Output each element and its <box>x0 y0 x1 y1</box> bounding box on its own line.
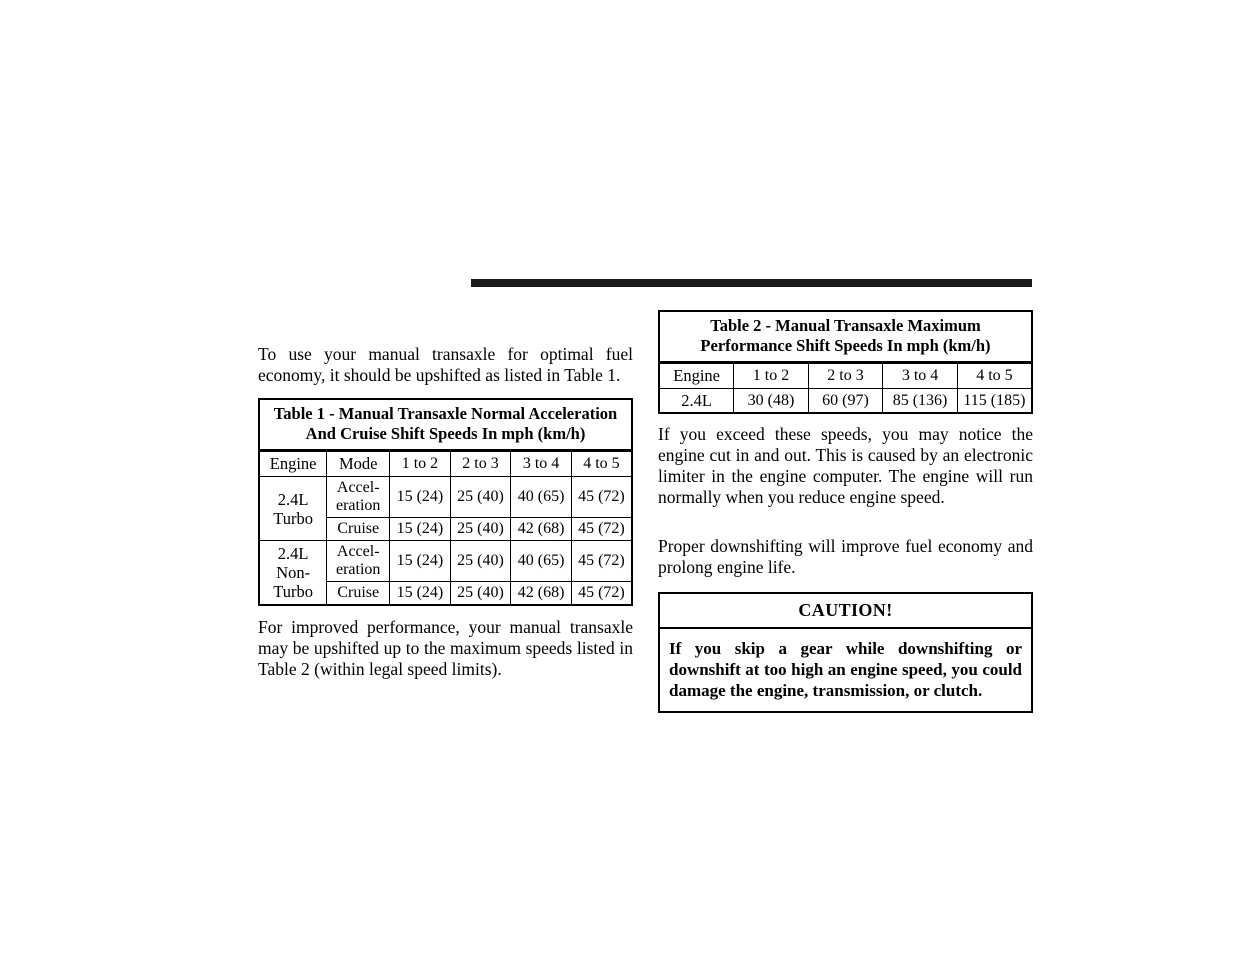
table-1-cell: 25 (40) <box>450 541 511 582</box>
table-1-mode-cruise: Cruise <box>327 518 390 541</box>
table-1-header-3to4: 3 to 4 <box>511 451 572 477</box>
table-1-header-engine: Engine <box>259 451 327 477</box>
table-2-header-row <box>659 363 1032 389</box>
table-1-cell: 42 (68) <box>511 582 572 606</box>
table-1-header-1to2: 1 to 2 <box>390 451 451 477</box>
limiter-paragraph: If you exceed these speeds, you may notice the engine cut in and out. This is caused by an electronic limiter in the engine computer. The engine will run normally when you reduce engine speed. <box>658 424 1033 507</box>
table-normal-acceleration <box>258 398 633 606</box>
table-2-caption: Table 2 - Manual Transaxle Maximum Performance Shift Speeds In mph (km/h) <box>658 310 1033 362</box>
table-2-header-3to4: 3 to 4 <box>883 363 958 389</box>
table-1-cell: 40 (65) <box>511 477 572 518</box>
table-2-cell: 30 (48) <box>734 389 809 414</box>
table-1-mode-accel: Accel- eration <box>327 541 390 582</box>
table-1-header-row <box>259 451 632 477</box>
table-row <box>259 541 632 582</box>
table-2-header-4to5: 4 to 5 <box>957 363 1032 389</box>
table-1-wrapper <box>258 398 633 606</box>
caution-title: CAUTION! <box>660 594 1031 629</box>
table-1-cell: 15 (24) <box>390 518 451 541</box>
header-rule <box>471 279 1032 287</box>
table-1-cell: 40 (65) <box>511 541 572 582</box>
table-1-cell: 25 (40) <box>450 582 511 606</box>
right-column <box>658 310 1033 713</box>
table-2-header-engine: Engine <box>659 363 734 389</box>
caution-box <box>658 592 1033 713</box>
table-row <box>259 477 632 518</box>
table-2-engine: 2.4L <box>659 389 734 414</box>
table-1-engine-turbo: 2.4L Turbo <box>259 477 327 541</box>
table-1-cell: 45 (72) <box>571 541 632 582</box>
table-1-header-4to5: 4 to 5 <box>571 451 632 477</box>
caution-text: If you skip a gear while downshifting or downshift at too high an engine speed, you could damage the engine, transmission, or clutch. <box>669 639 1022 700</box>
table-1-header-mode: Mode <box>327 451 390 477</box>
table-2-cell: 115 (185) <box>957 389 1032 414</box>
table-1-header-2to3: 2 to 3 <box>450 451 511 477</box>
table-1-mode-cruise: Cruise <box>327 582 390 606</box>
table-1-cell: 45 (72) <box>571 518 632 541</box>
table-1-cell: 15 (24) <box>390 541 451 582</box>
table-1-mode-accel: Accel- eration <box>327 477 390 518</box>
table-1-caption: Table 1 - Manual Transaxle Normal Acceleration And Cruise Shift Speeds In mph (km/h) <box>258 398 633 450</box>
table-2-header-1to2: 1 to 2 <box>734 363 809 389</box>
table-2-cell: 60 (97) <box>808 389 883 414</box>
left-column <box>258 344 633 680</box>
downshifting-paragraph: Proper downshifting will improve fuel economy and prolong engine life. <box>658 536 1033 577</box>
intro-paragraph: To use your manual transaxle for optimal fuel economy, it should be upshifted as listed in Table 1. <box>258 344 633 385</box>
table-1-cell: 45 (72) <box>571 582 632 606</box>
table-2-header-2to3: 2 to 3 <box>808 363 883 389</box>
table-2-cell: 85 (136) <box>883 389 958 414</box>
table-1-cell: 15 (24) <box>390 582 451 606</box>
table-1-cell: 25 (40) <box>450 518 511 541</box>
table-1-cell: 25 (40) <box>450 477 511 518</box>
table-1-cell: 42 (68) <box>511 518 572 541</box>
closing-paragraph: For improved performance, your manual transaxle may be upshifted up to the maximum speeds listed in Table 2 (within legal speed limits). <box>258 617 633 679</box>
table-1-engine-nonturbo: 2.4L Non- Turbo <box>259 541 327 606</box>
table-1-cell: 15 (24) <box>390 477 451 518</box>
table-1-cell: 45 (72) <box>571 477 632 518</box>
table-row <box>659 389 1032 414</box>
table-2-wrapper <box>658 310 1033 414</box>
table-max-performance <box>658 310 1033 414</box>
